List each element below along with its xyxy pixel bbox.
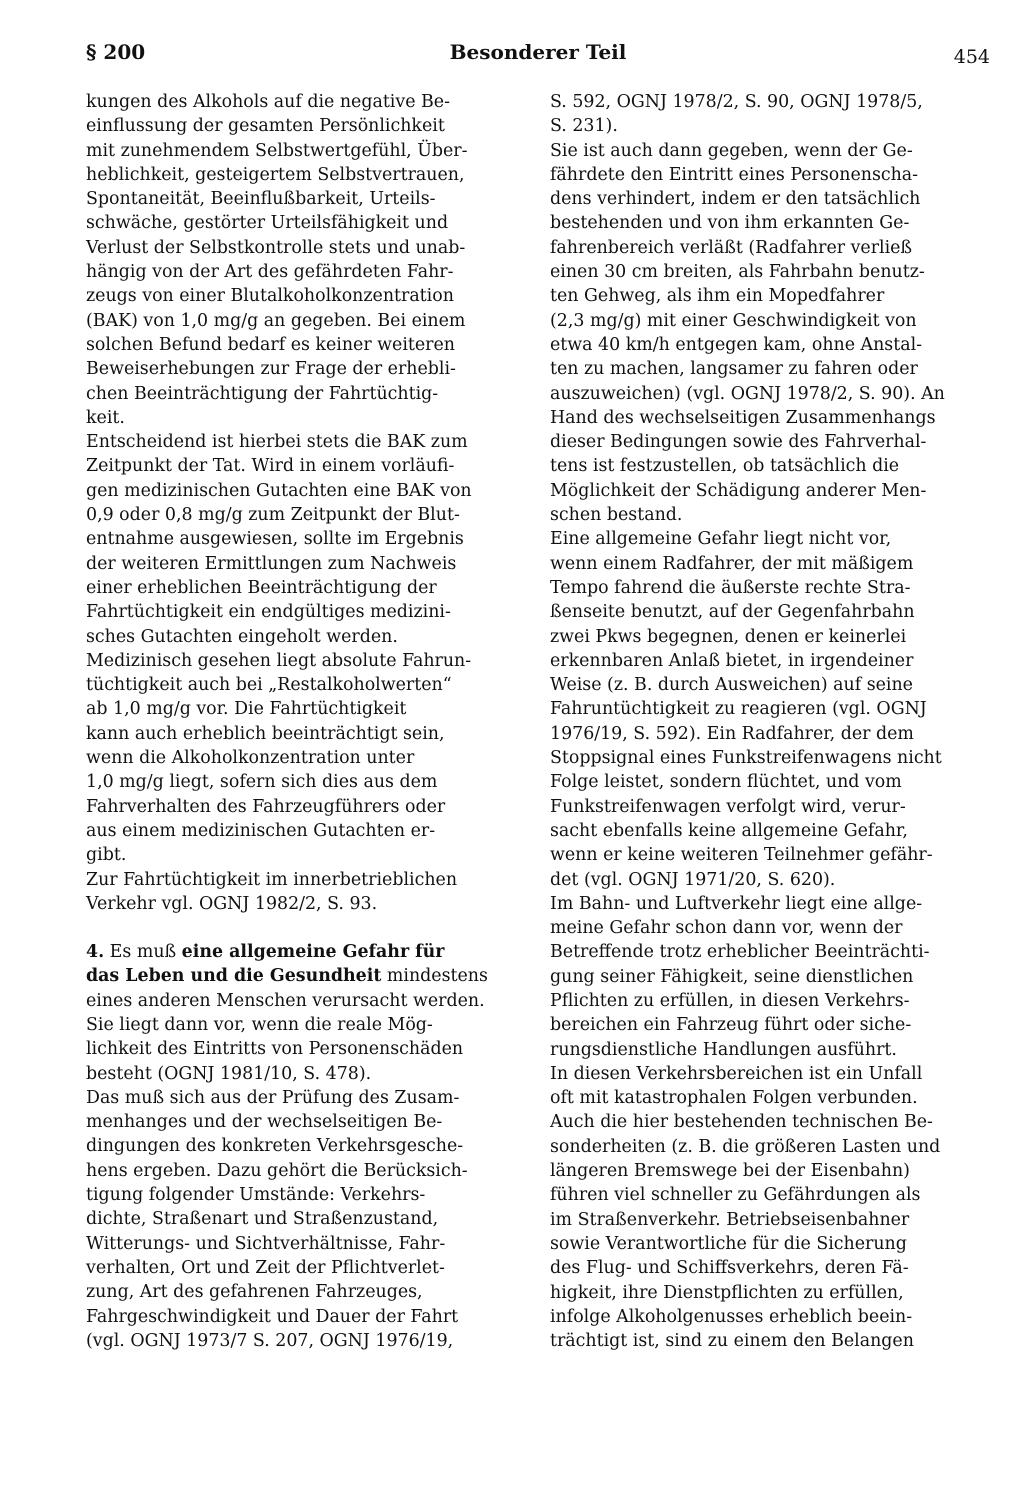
text-line: tens ist festzustellen, ob tatsächlich die xyxy=(550,456,900,477)
text-line: Das muß sich aus der Prüfung des Zusam- xyxy=(86,1087,460,1108)
text-line: S. 592, OGNJ 1978/2, S. 90, OGNJ 1978/5, xyxy=(550,92,923,112)
text-line: Beweiserhebungen zur Frage der erhebli- xyxy=(86,359,456,380)
text-line: entnahme ausgewiesen, sollte im Ergebnis xyxy=(86,529,464,550)
text-line: führen viel schneller zu Gefährdungen als xyxy=(550,1185,921,1206)
text-line: ßenseite benutzt, auf der Gegenfahrbahn xyxy=(550,602,915,623)
text-line: Sie liegt dann vor, wenn die reale Mög- xyxy=(86,1014,433,1035)
text-line: Weise (z. B. durch Ausweichen) auf seine xyxy=(550,675,913,696)
text-line: keit. xyxy=(86,407,125,428)
paragraph xyxy=(550,90,985,139)
inline-text: mindestens xyxy=(381,966,488,987)
text-line: der weiteren Ermittlungen zum Nachweis xyxy=(86,553,457,574)
text-line: zeugs von einer Blutalkoholkonzentration xyxy=(86,286,454,307)
text-line: ten zu machen, langsamer zu fahren oder xyxy=(550,359,918,380)
text-line: menhanges und der wechselseitigen Be- xyxy=(86,1112,443,1133)
text-line: oft mit katastrophalen Folgen verbunden. xyxy=(550,1088,918,1109)
text-line: einer erheblichen Beeinträchtigung der xyxy=(86,577,437,598)
text-line: wenn er keine weiteren Teilnehmer gefähr- xyxy=(550,845,933,866)
text-line: (2,3 mg/g) mit einer Geschwindigkeit von xyxy=(550,310,917,331)
text-line: S. 231). xyxy=(550,116,618,137)
paragraph xyxy=(86,90,521,430)
left-column xyxy=(86,90,521,1353)
section-4-rest xyxy=(86,989,521,1086)
text-line: Zur Fahrtüchtigkeit im innerbetrieblichen xyxy=(86,869,458,890)
text-line: sowie Verantwortliche für die Sicherung xyxy=(550,1233,907,1254)
section-4-paragraph xyxy=(86,940,521,1086)
text-line: meine Gefahr schon dann vor, wenn der xyxy=(550,918,903,939)
text-line: In diesen Verkehrsbereichen ist ein Unfall xyxy=(550,1063,923,1084)
text-line: Betreffende trotz erheblicher Beeinträchti- xyxy=(550,942,930,963)
text-line: eines anderen Menschen verursacht werden. xyxy=(86,990,485,1011)
text-line: Zeitpunkt der Tat. Wird in einem vorläufi- xyxy=(86,456,455,477)
text-line: heblichkeit, gesteigertem Selbstvertrauen, xyxy=(86,164,465,185)
text-line: gung seiner Fähigkeit, seine dienstlichen xyxy=(550,966,914,987)
text-line: trächtigt ist, sind zu einem den Belangen xyxy=(550,1331,914,1352)
emphasis: eine allgemeine Gefahr für xyxy=(181,942,445,963)
text-line: Hand des wechselseitigen Zusammenhangs xyxy=(550,407,936,428)
text-line: wenn die Alkoholkonzentration unter xyxy=(86,748,415,769)
text-line: sonderheiten (z. B. die größeren Lasten und xyxy=(550,1136,941,1157)
text-line: 1976/19, S. 592). Ein Radfahrer, der dem xyxy=(550,723,914,744)
section-gap xyxy=(86,916,521,940)
text-line: Im Bahn- und Luftverkehr liegt eine allge- xyxy=(550,893,923,914)
text-line: hens ergeben. Dazu gehört die Berücksich- xyxy=(86,1160,468,1181)
text-line: Auch die hier bestehenden technischen Be- xyxy=(550,1112,933,1133)
text-line: einflussung der gesamten Persönlichkeit xyxy=(86,116,445,137)
text-line: higkeit, ihre Dienstpflichten zu erfüllen, xyxy=(550,1282,904,1303)
emphasis: das Leben und die Gesundheit xyxy=(86,966,382,987)
paragraph xyxy=(86,1086,521,1353)
text-line: infolge Alkoholgenusses erheblich beein- xyxy=(550,1306,913,1327)
text-line: zwei Pkws begegnen, denen er keinerlei xyxy=(550,626,907,647)
text-line: Verkehr vgl. OGNJ 1982/2, S. 93. xyxy=(86,893,378,914)
inline-text: Es muß xyxy=(104,942,182,963)
text-line: besteht (OGNJ 1981/10, S. 478). xyxy=(86,1063,372,1084)
text-line xyxy=(86,964,521,988)
right-column xyxy=(550,90,985,1353)
section-reference: § 200 xyxy=(86,40,146,64)
text-line: verhalten, Ort und Zeit der Pflichtverlet- xyxy=(86,1257,445,1278)
text-line: fahrenbereich verläßt (Radfahrer verließ xyxy=(550,237,913,258)
text-line: Folge leistet, sondern flüchtet, und vom xyxy=(550,772,902,793)
page-header xyxy=(86,40,990,80)
text-line: Fahrgeschwindigkeit und Dauer der Fahrt xyxy=(86,1306,459,1327)
paragraph xyxy=(86,649,521,868)
text-line: längeren Bremswege bei der Eisenbahn) xyxy=(550,1161,910,1182)
text-line: dingungen des konkreten Verkehrsgesche- xyxy=(86,1136,464,1157)
text-line: det (vgl. OGNJ 1971/20, S. 620). xyxy=(550,869,836,890)
text-line: tüchtigkeit auch bei „Restalkoholwerten“ xyxy=(86,675,452,696)
text-line: Witterungs- und Sichtverhältnisse, Fahr- xyxy=(86,1233,446,1254)
text-line: dichte, Straßenart und Straßenzustand, xyxy=(86,1209,439,1230)
text-line: einen 30 cm breiten, als Fahrbahn benutz- xyxy=(550,262,925,283)
text-line: wenn einem Radfahrer, der mit mäßigem xyxy=(550,553,914,574)
text-line: erkennbaren Anlaß bietet, in irgendeiner xyxy=(550,650,914,671)
text-line: Sie ist auch dann gegeben, wenn der Ge- xyxy=(550,140,913,161)
text-line: Stoppsignal eines Funkstreifenwagens nicht xyxy=(550,748,942,769)
text-line: solchen Befund bedarf es keiner weiteren xyxy=(86,334,455,355)
text-line: Verlust der Selbstkontrolle stets und unab- xyxy=(86,237,466,258)
text-line: 1,0 mg/g liegt, sofern sich dies aus dem xyxy=(86,772,438,793)
text-line: Medizinisch gesehen liegt absolute Fahrun- xyxy=(86,650,472,671)
text-line: Möglichkeit der Schädigung anderer Men- xyxy=(550,480,927,501)
text-line: lichkeit des Eintritts von Personenschäden xyxy=(86,1039,464,1060)
text-line: rungsdienstliche Handlungen ausführt. xyxy=(550,1039,897,1060)
text-line: Pflichten zu erfüllen, in diesen Verkehrs- xyxy=(550,990,910,1011)
text-line: ab 1,0 mg/g vor. Die Fahrtüchtigkeit xyxy=(86,699,407,720)
text-line: 0,9 oder 0,8 mg/g zum Zeitpunkt der Blut- xyxy=(86,505,460,526)
paragraph xyxy=(550,527,985,891)
text-line: Eine allgemeine Gefahr liegt nicht vor, xyxy=(550,529,892,550)
text-line: kann auch erheblich beeinträchtigt sein, xyxy=(86,723,445,744)
text-line: Entscheidend ist hierbei stets die BAK zum xyxy=(86,432,468,453)
text-line: bereichen ein Fahrzeug führt oder siche- xyxy=(550,1015,912,1036)
text-line: Fahrverhalten des Fahrzeugführers oder xyxy=(86,796,446,817)
text-line: gen medizinischen Gutachten eine BAK von xyxy=(86,480,472,501)
text-line: (BAK) von 1,0 mg/g an gegeben. Bei einem xyxy=(86,310,466,331)
paragraph xyxy=(86,430,521,649)
text-line: bestehenden und von ihm erkannten Ge- xyxy=(550,213,910,234)
paragraph xyxy=(550,1062,985,1354)
text-line: Funkstreifenwagen verfolgt wird, verur- xyxy=(550,796,906,817)
text-line: tigung folgender Umstände: Verkehrs- xyxy=(86,1185,426,1206)
text-line: sacht ebenfalls keine allgemeine Gefahr, xyxy=(550,820,908,841)
page-number: 454 xyxy=(953,46,990,68)
text-line: schwäche, gestörter Urteilsfähigkeit und xyxy=(86,213,449,234)
text-line: auszuweichen) (vgl. OGNJ 1978/2, S. 90). An xyxy=(550,383,945,404)
running-title: Besonderer Teil xyxy=(449,40,627,64)
section-number: 4. xyxy=(86,942,105,963)
text-line xyxy=(86,940,521,964)
text-line: hängig von der Art des gefährdeten Fahr- xyxy=(86,262,454,283)
text-line: sches Gutachten eingeholt werden. xyxy=(86,626,398,647)
text-line: chen Beeinträchtigung der Fahrtüchtig- xyxy=(86,383,439,404)
text-line: fährdete den Eintritt eines Personenscha- xyxy=(550,164,919,185)
text-line: Fahrtüchtigkeit ein endgültiges medizini- xyxy=(86,602,451,623)
paragraph xyxy=(86,868,521,917)
paragraph xyxy=(550,139,985,528)
text-line: Tempo fahrend die äußerste rechte Stra- xyxy=(550,577,911,598)
text-line: kungen des Alkohols auf die negative Be- xyxy=(86,92,450,112)
paragraph xyxy=(550,892,985,1062)
text-line: schen bestand. xyxy=(550,505,683,526)
text-line: im Straßenverkehr. Betriebseisenbahner xyxy=(550,1209,910,1230)
text-line: Spontaneität, Beeinflußbarkeit, Urteils- xyxy=(86,189,436,210)
text-line: dieser Bedingungen sowie des Fahrverhal- xyxy=(550,432,927,453)
text-line: aus einem medizinischen Gutachten er- xyxy=(86,820,436,841)
text-line: des Flug- und Schiffsverkehrs, deren Fä- xyxy=(550,1258,909,1279)
text-line: zung, Art des gefahrenen Fahrzeuges, xyxy=(86,1282,423,1303)
text-line: dens verhindert, indem er den tatsächlich xyxy=(550,189,921,210)
text-line: mit zunehmendem Selbstwertgefühl, Über- xyxy=(86,140,468,161)
text-line: gibt. xyxy=(86,845,127,866)
text-line: Fahruntüchtigkeit zu reagieren (vgl. OGNJ xyxy=(550,699,927,720)
text-line: (vgl. OGNJ 1973/7 S. 207, OGNJ 1976/19, xyxy=(86,1330,454,1351)
text-line: ten Gehweg, als ihm ein Mopedfahrer xyxy=(550,286,885,307)
text-line: etwa 40 km/h entgegen kam, ohne Anstal- xyxy=(550,334,923,355)
